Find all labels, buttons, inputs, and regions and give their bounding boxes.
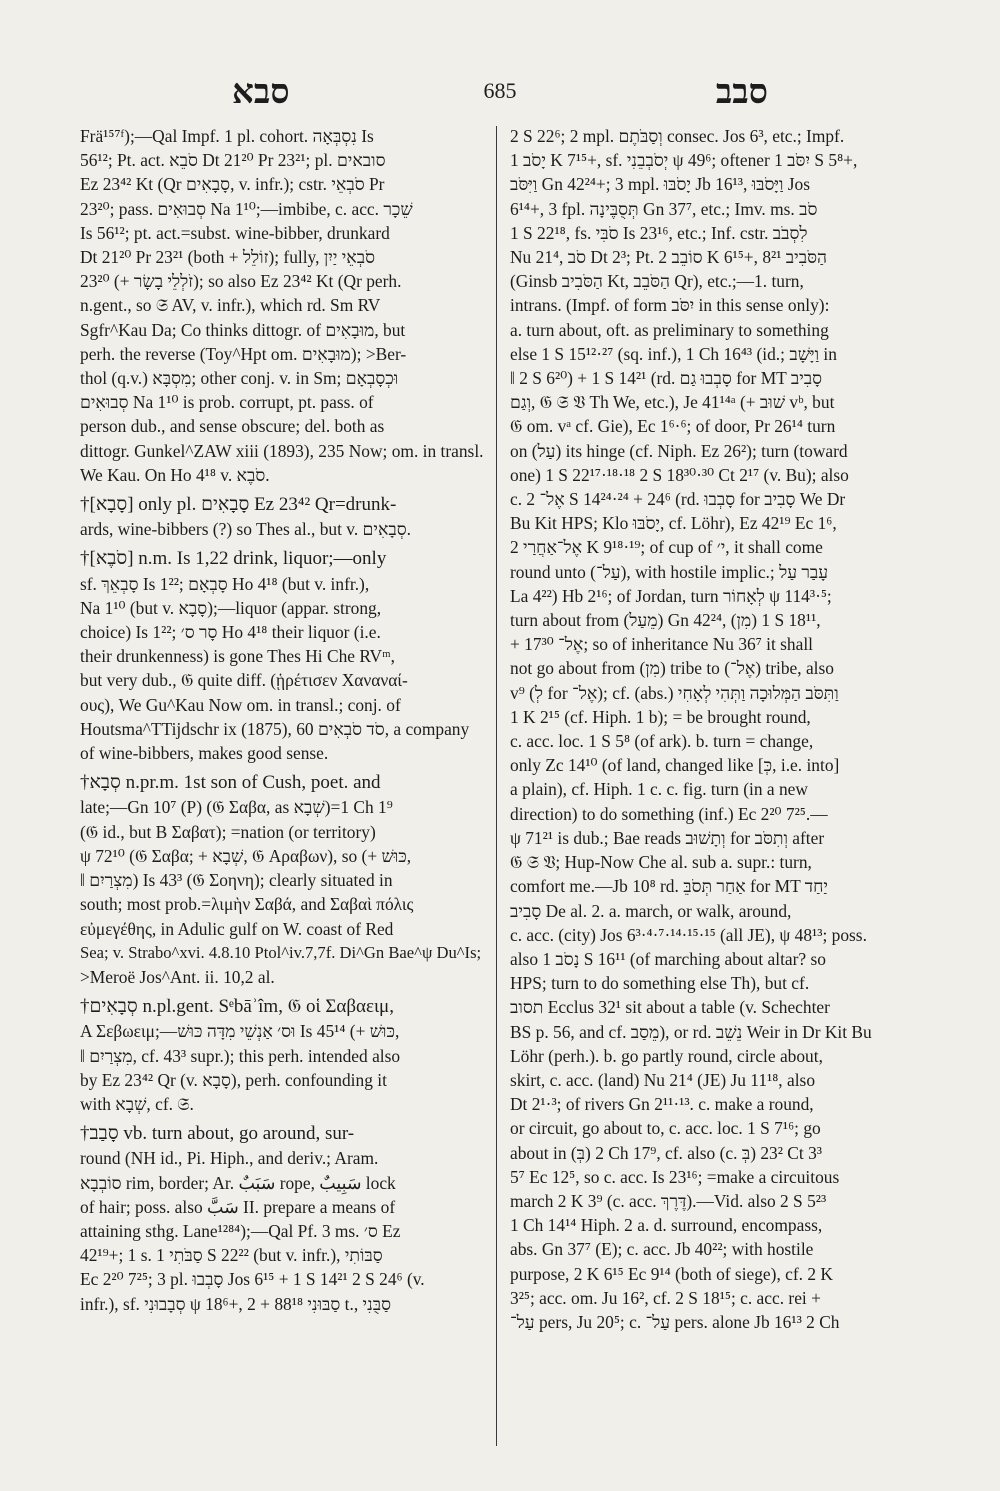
text-line: direction) to do something (inf.) Ec 2²⁰ 7²⁵.— bbox=[510, 803, 828, 824]
text-line: v⁹ (לְ for אֶל־); cf. (abs.) וַתִּסֹּב הַמְּלוּכָה וַתְּהִי לְאָחִי bbox=[510, 682, 839, 703]
text-line: Frä¹⁵⁷ᶠ);—Qal Impf. 1 pl. cohort. נִסְבְּאָה Is bbox=[80, 126, 374, 146]
text-line: intrans. (Impf. of form יִסֹּב in this sense only): bbox=[510, 295, 830, 316]
text-line: Sea; v. Strabo^xvi. 4.8.10 Ptol^iv.7,7f. Di^Gn Bae^ψ Du^Is; bbox=[80, 942, 482, 962]
text-line: סְבוּאִים Na 1¹⁰ is prob. corrupt, pt. pass. of bbox=[80, 392, 374, 413]
text-line: HPS; turn to do something else Th), but cf. bbox=[510, 973, 810, 994]
text-line: וְגַם, 𝔊 𝔖 𝔙 Th We, etc.), Je 41¹⁴ᵃ (+ שׁוּב vᵇ, but bbox=[510, 392, 835, 413]
text-line: abs. Gn 37⁷ (E); c. acc. Jb 40²²; with hostile bbox=[510, 1239, 814, 1260]
text-line: sf. סָבְאֵךְ Is 1²²; סָבְאָם Ho 4¹⁸ (but v. infr.), bbox=[80, 573, 370, 594]
text-line: †סְבָאִים n.pl.gent. Sᵉbāʾîm, 𝔊 οἱ Σαβαειμ, bbox=[80, 996, 394, 1018]
text-line: 23²⁰ (+ זֹלְלֵי בָשָׂר); so also Ez 23⁴² Kt (Qr perh. bbox=[80, 271, 402, 292]
text-line: ‖ מִצְרַיִם) Is 43³ (𝔊 Σοηνη); clearly situated in bbox=[80, 870, 393, 891]
text-line: dittogr. Gunkel^ZAW xiii (1893), 235 Now; om. in transl. bbox=[80, 440, 484, 461]
text-line: Is 56¹²; pt. act.=subst. wine-bibber, drunkard bbox=[80, 222, 390, 243]
text-line: choice) Is 1²²; סָר ס׳ Ho 4¹⁸ their liquor (i.e. bbox=[80, 622, 381, 643]
text-line: late;—Gn 10⁷ (P) (𝔊 Σαβα, as שְׁבָא)=1 Ch 1⁹ bbox=[80, 797, 393, 818]
text-line: round unto (עַל־), with hostile implic.; עָבַר עַל bbox=[510, 561, 829, 582]
text-line: infr.), sf. סְבָבוּנִי ψ 18⁶+, סַבּוּנִי 88¹⁸ + 2 t., סַבֻּנִי bbox=[80, 1293, 392, 1314]
text-line: ους), We Gu^Kau Now om. in transl.; conj. of bbox=[80, 694, 401, 715]
text-line: (Ginsb הַסֹּבִיב Kt, הַסֹּבֵב Qr), etc.;—1. turn, bbox=[510, 271, 804, 292]
text-line: south; most prob.=λιμὴν Σαβά, and Σαβαὶ πόλις bbox=[80, 894, 414, 915]
text-line: ‖ 2 S 6²⁰) + 1 S 14²¹ (rd. סָבְבוּ גַם for MT סָבִיב bbox=[510, 368, 823, 389]
text-line: attaining sthg. Lane¹²⁸⁴);—Qal Pf. 3 ms. ס׳ Ez bbox=[80, 1220, 401, 1241]
text-line: person dub., and sense obscure; del. both as bbox=[80, 416, 385, 437]
text-line: + אֶל־ 17³⁰; so of inheritance Nu 36⁷ it shall bbox=[510, 634, 813, 655]
text-line: only Zc 14¹⁰ (of land, changed like [כְּ, i.e. into] bbox=[510, 755, 840, 776]
text-line: with שְׁבָא, cf. 𝔖. bbox=[80, 1093, 194, 1114]
text-line: ards, wine-bibbers (?) so Thes al., but v. סְבָאִים. bbox=[80, 519, 412, 540]
text-line: סוֹבְבָא rim, border; Ar. سَبَبٌ rope, سَبِيبٌ lock bbox=[80, 1172, 396, 1193]
text-line: 1 S 22¹⁸, fs. סֹבִּי Is 23¹⁶, etc.; Inf. cstr. לִסְבֹב bbox=[510, 222, 808, 243]
text-line: ψ 71²¹ is dub.; Bae reads וְתָשׁוּב for וְתִסֹּב after bbox=[510, 827, 825, 848]
text-line: 56¹²; Pt. act. סֹבֵא Dt 21²⁰ Pr 23²¹; pl. סובאים bbox=[80, 150, 386, 171]
column-divider bbox=[496, 126, 497, 1446]
text-line: >Meroë Jos^Ant. ii. 10,2 al. bbox=[80, 966, 275, 987]
text-line: march 2 K 3⁹ (c. acc. דֶּרֶךְ).—Vid. also 2 S 5²³ bbox=[510, 1190, 827, 1211]
text-line: on (עַל) its hinge (cf. Niph. Ez 26²); turn (toward bbox=[510, 440, 848, 461]
header-left-word: סבא bbox=[232, 72, 290, 112]
text-line: skirt, c. acc. (land) Nu 21⁴ (JE) Ju 11¹⁸, also bbox=[510, 1069, 816, 1090]
text-line: by Ez 23⁴² Qr (v. סָבָא), perh. confounding it bbox=[80, 1069, 387, 1090]
text-line: La 4²²) Hb 2¹⁶; of Jordan, turn לְאָחוֹר ψ 114³·⁵; bbox=[510, 585, 832, 606]
text-line: (𝔊 id., but B Σαβατ); =nation (or territory) bbox=[80, 821, 376, 842]
text-line: Houtsma^TTijdschr ix (1875), 60 סֹד סֹבְאִים, a company bbox=[80, 718, 470, 739]
text-line: †[סֹבֶא] n.m. Is 1,22 drink, liquor;—only bbox=[80, 548, 387, 570]
text-line: round (NH id., Pi. Hiph., and deriv.; Aram. bbox=[80, 1148, 379, 1169]
text-line: Ec 2²⁰ 7²⁵; 3 pl. סָבְבוּ Jos 6¹⁵ + 1 S 14²¹ 2 S 24⁶ (v. bbox=[80, 1269, 425, 1290]
text-line: about in (בְּ) 2 Ch 17⁹, cf. also (c. בְּ) 23² Ct 3³ bbox=[510, 1142, 822, 1163]
text-line: a. turn about, oft. as preliminary to something bbox=[510, 319, 829, 340]
text-line: turn about from (מֵעַל) Gn 42²⁴, (מִן) 1 S 18¹¹, bbox=[510, 610, 821, 631]
text-line: 3²⁵; acc. om. Ju 16², cf. 2 S 18¹⁵; c. acc. rei + bbox=[510, 1287, 821, 1308]
text-line: of wine-bibbers, makes good sense. bbox=[80, 743, 329, 764]
right-column bbox=[510, 124, 920, 1334]
text-line: Bu Kit HPS; Klo יָסֹבּוּ, cf. Löhr), Ez 42¹⁹ Ec 1⁶, bbox=[510, 513, 837, 534]
text-line: or circuit, go about to, c. acc. loc. 1 S 7¹⁶; go bbox=[510, 1118, 821, 1139]
text-line: 𝔊 om. vᵃ cf. Gie), Ec 1⁶·⁶; of door, Pr 26¹⁴ turn bbox=[510, 416, 836, 437]
text-line: comfort me.—Jb 10⁸ rd. אַחַר תְּסֹבֵּ for MT יַחַד bbox=[510, 876, 828, 897]
text-line: †סָבַב vb. turn about, go around, sur- bbox=[80, 1123, 355, 1145]
text-line: ψ 72¹⁰ (𝔊 Σαβα; + שְׁבָא, 𝔊 Αραβων), so (+ כּוּשׁ, bbox=[80, 845, 412, 866]
text-line: perh. the reverse (Toy^Hpt om. מוּבָאִים); >Ber- bbox=[80, 343, 407, 364]
left-column bbox=[80, 124, 490, 1316]
text-line: †[סָבָא] only pl. סָבָאִים Ez 23⁴² Qr=drunk- bbox=[80, 494, 397, 516]
header-right-word: סבב bbox=[715, 72, 768, 112]
text-line: BS p. 56, and cf. מֵסַב), or rd. נֵשֵׁב Weir in Dr Kit Bu bbox=[510, 1021, 872, 1042]
text-line: Nu 21⁴, סֹב Dt 2³; Pt. סוֹבֵב 2 K 6¹⁵+, הַסֹּבִיב 8²¹ bbox=[510, 247, 828, 268]
text-line: אֶל־אַחֲרַי 2 K 9¹⁸·¹⁹; of cup of י׳, it shall come bbox=[510, 537, 823, 558]
text-line: 23²⁰; pass. סְבוּאִים Na 1¹⁰;—imbibe, c. acc. שֵׁכָר bbox=[80, 198, 413, 219]
text-line: Dt 21²⁰ Pr 23²¹ (both + זוֹלֵל); fully, סֹבְאֵי יַיִן bbox=[80, 247, 375, 268]
text-line: c. acc. loc. 1 S 5⁸ (of ark). b. turn = change, bbox=[510, 731, 814, 752]
text-line: of hair; poss. also سَبَّ II. prepare a means of bbox=[80, 1196, 396, 1217]
text-line: n.gent., so 𝔖 AV, v. infr.), which rd. Sm RV bbox=[80, 295, 381, 316]
text-line: c. אֶל־ 2 S 14²⁴·²⁴ + 24⁶ (rd. סָבְבוּ for סָבִיב We Dr bbox=[510, 489, 846, 510]
text-line: 1 K 2¹⁵ (cf. Hiph. 1 b); = be brought round, bbox=[510, 706, 811, 727]
text-line: εὐμεγέθης, in Adulic gulf on W. coast of Red bbox=[80, 918, 394, 939]
text-line: †סְבָא n.pr.m. 1st son of Cush, poet. and bbox=[80, 772, 381, 794]
text-line: עַל־ pers, Ju 20⁵; c. עַל־ pers. alone Jb 16¹³ 2 Ch bbox=[510, 1311, 840, 1332]
text-line: but very dub., 𝔊 quite diff. (ᾑρέτισεν Χαναναί- bbox=[80, 670, 408, 691]
text-line: 1 Ch 14¹⁴ Hiph. 2 a. d. surround, encompass, bbox=[510, 1215, 823, 1236]
text-line: their drunkenness) is gone Thes Hi Che RVᵐ, bbox=[80, 646, 395, 667]
text-line: else 1 S 15¹²·²⁷ (sq. inf.), 1 Ch 16⁴³ (id.; וַיָּשָׁב in bbox=[510, 343, 837, 364]
page-number: 685 bbox=[483, 78, 517, 103]
text-line: Dt 2¹·³; of rivers Gn 2¹¹·¹³. c. make a round, bbox=[510, 1094, 814, 1115]
text-line: תסוב Ecclus 32¹ sit about a table (v. Schechter bbox=[510, 997, 830, 1018]
text-line: ‖ מִצְרַיִם, cf. 43³ supr.); this perh. intended also bbox=[80, 1045, 401, 1066]
text-line: We Kau. On Ho 4¹⁸ v. סֹבֶא. bbox=[80, 464, 270, 485]
text-line: 6¹⁴+, 3 fpl. תְּסֻבֶּינָה Gn 37⁷, etc.; Imv. ms. סֹב bbox=[510, 198, 818, 219]
text-line: not go about from (מִן) tribe to (אֶל־) tribe, also bbox=[510, 658, 834, 679]
text-line: סָבִיב De al. 2. a. march, or walk, around, bbox=[510, 900, 792, 921]
text-line: one) 1 S 22¹⁷·¹⁸·¹⁸ 2 S 18³⁰·³⁰ Ct 2¹⁷ (v. Bu); also bbox=[510, 464, 849, 485]
text-line: A Σεβωειμ;—וּס׳ אַנְשֵׁי מִדָּה כּוּשׁ Is 45¹⁴ (+ כּוּשׁ, bbox=[80, 1021, 400, 1042]
text-line: 5⁷ Ec 12⁵, so c. acc. Is 23¹⁶; =make a circuitous bbox=[510, 1166, 840, 1187]
text-line: also נָסֹב 1 S 16¹¹ (of marching about altar? so bbox=[510, 948, 826, 969]
text-line: 𝔊 𝔖 𝔙; Hup-Now Che al. sub a. supr.: turn, bbox=[510, 852, 812, 873]
text-line: יָסֹב 1 K 7¹⁵+, sf. יְסֹבְבֵנִי ψ 49⁶; oftener יִסֹּב 1 S 5⁸+, bbox=[510, 150, 858, 171]
text-line: c. acc. (city) Jos 6³·⁴·⁷·¹⁴·¹⁵·¹⁵ (all JE), ψ 48¹³; poss. bbox=[510, 924, 867, 945]
text-line: 42¹⁹+; 1 s. סַבֹּתִי 1 S 22²² (but v. infr.), סַבּוֹתִי bbox=[80, 1245, 383, 1266]
text-line: 2 S 22⁶; 2 mpl. וְסַבֹּתֶם consec. Jos 6³, etc.; Impf. bbox=[510, 126, 845, 146]
text-line: Löhr (perh.). b. go partly round, circle about, bbox=[510, 1045, 823, 1066]
text-line: Ez 23⁴² Kt (Qr סָבָאִים, v. infr.); cstr. סֹבְאֵי Pr bbox=[80, 174, 385, 195]
text-line: Na 1¹⁰ (but v. סָבָא);—liquor (appar. strong, bbox=[80, 597, 382, 618]
text-line: thol (q.v.) מִסְבָּא; other conj. v. in Sm; וּכְסָבְאָם bbox=[80, 368, 399, 389]
text-line: וַיִּסֹּב Gn 42²⁴+; 3 mpl. יָסֹבּוּ Jb 16¹³, וַיָּסֹבּוּ Jos bbox=[510, 174, 811, 195]
text-line: purpose, 2 K 6¹⁵ Ec 9¹⁴ (both of siege), cf. 2 K bbox=[510, 1263, 833, 1284]
text-line: a plain), cf. Hiph. 1 c. c. fig. turn (in a new bbox=[510, 779, 808, 800]
text-line: Sgfr^Kau Da; Co thinks dittogr. of מוּבָאִים, but bbox=[80, 319, 406, 340]
